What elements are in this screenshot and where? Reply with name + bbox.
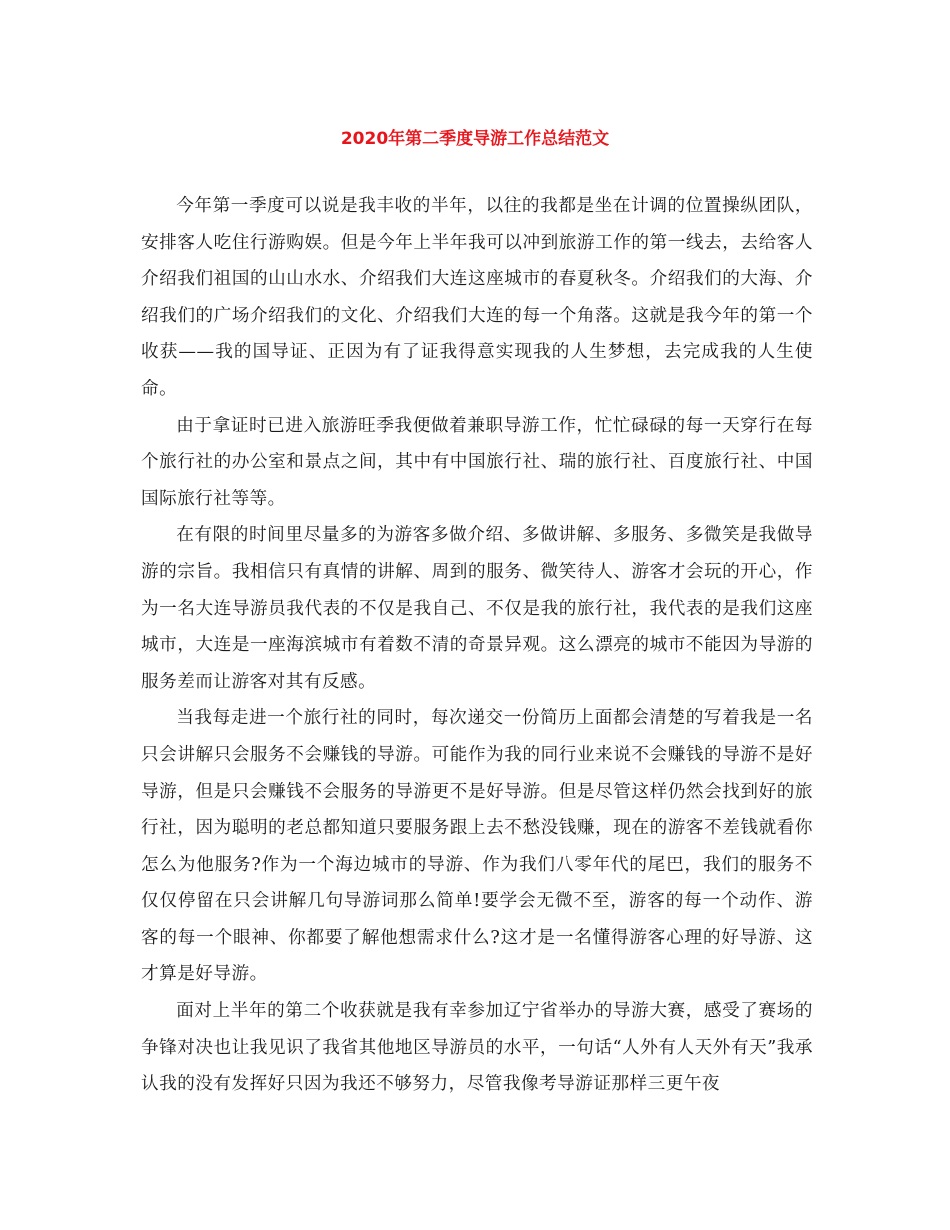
paragraph: 面对上半年的第二个收获就是我有幸参加辽宁省举办的导游大赛，感受了赛场的争锋对决也让我见识了我省其他地区导游员的水平，一句话“人外有人天外有天”我承认我的没有发挥好只因为我还不够努力，尽管我像考导游证那样三更午夜 xyxy=(141,1001,813,1095)
document-body xyxy=(141,188,813,1103)
document-title: 2020年第二季度导游工作总结范文 xyxy=(340,129,610,149)
paragraph: 今年第一季度可以说是我丰收的半年，以往的我都是坐在计调的位置操纵团队，安排客人吃住行游购娱。但是今年上半年我可以冲到旅游工作的第一线去，去给客人介绍我们祖国的山山水水、介绍我们大连这座城市的春夏秋冬。介绍我们的大海、介绍我们的广场介绍我们的文化、介绍我们大连的每一个角落。这就是我今年的第一个收获——我的国导证、正因为有了证我得意实现我的人生梦想，去完成我的人生使命。 xyxy=(141,196,813,399)
paragraph: 在有限的时间里尽量多的为游客多做介绍、多做讲解、多服务、多微笑是我做导游的宗旨。我相信只有真情的讲解、周到的服务、微笑待人、游客才会玩的开心，作为一名大连导游员我代表的不仅是我自己、不仅是我的旅行社，我代表的是我们这座城市，大连是一座海滨城市有着数不清的奇景异观。这么漂亮的城市不能因为导游的服务差而让游客对其有反感。 xyxy=(141,525,813,692)
paragraph: 当我每走进一个旅行社的同时，每次递交一份简历上面都会清楚的写着我是一名只会讲解只会服务不会赚钱的导游。可能作为我的同行业来说不会赚钱的导游不是好导游，但是只会赚钱不会服务的导游更不是好导游。但是尽管这样仍然会找到好的旅行社，因为聪明的老总都知道只要服务跟上去不愁没钱赚，现在的游客不差钱就看你怎么为他服务?作为一个海边城市的导游、作为我们八零年代的尾巴，我们的服务不仅仅停留在只会讲解几句导游词那么简单!要学会无微不至，游客的每一个动作、游客的每一个眼神、你都要了解他想需求什么?这才是一名懂得游客心理的好导游、这才算是好导游。 xyxy=(141,708,813,985)
paragraph: 由于拿证时已进入旅游旺季我便做着兼职导游工作，忙忙碌碌的每一天穿行在每个旅行社的办公室和景点之间，其中有中国旅行社、瑞的旅行社、百度旅行社、中国国际旅行社等等。 xyxy=(141,415,813,509)
